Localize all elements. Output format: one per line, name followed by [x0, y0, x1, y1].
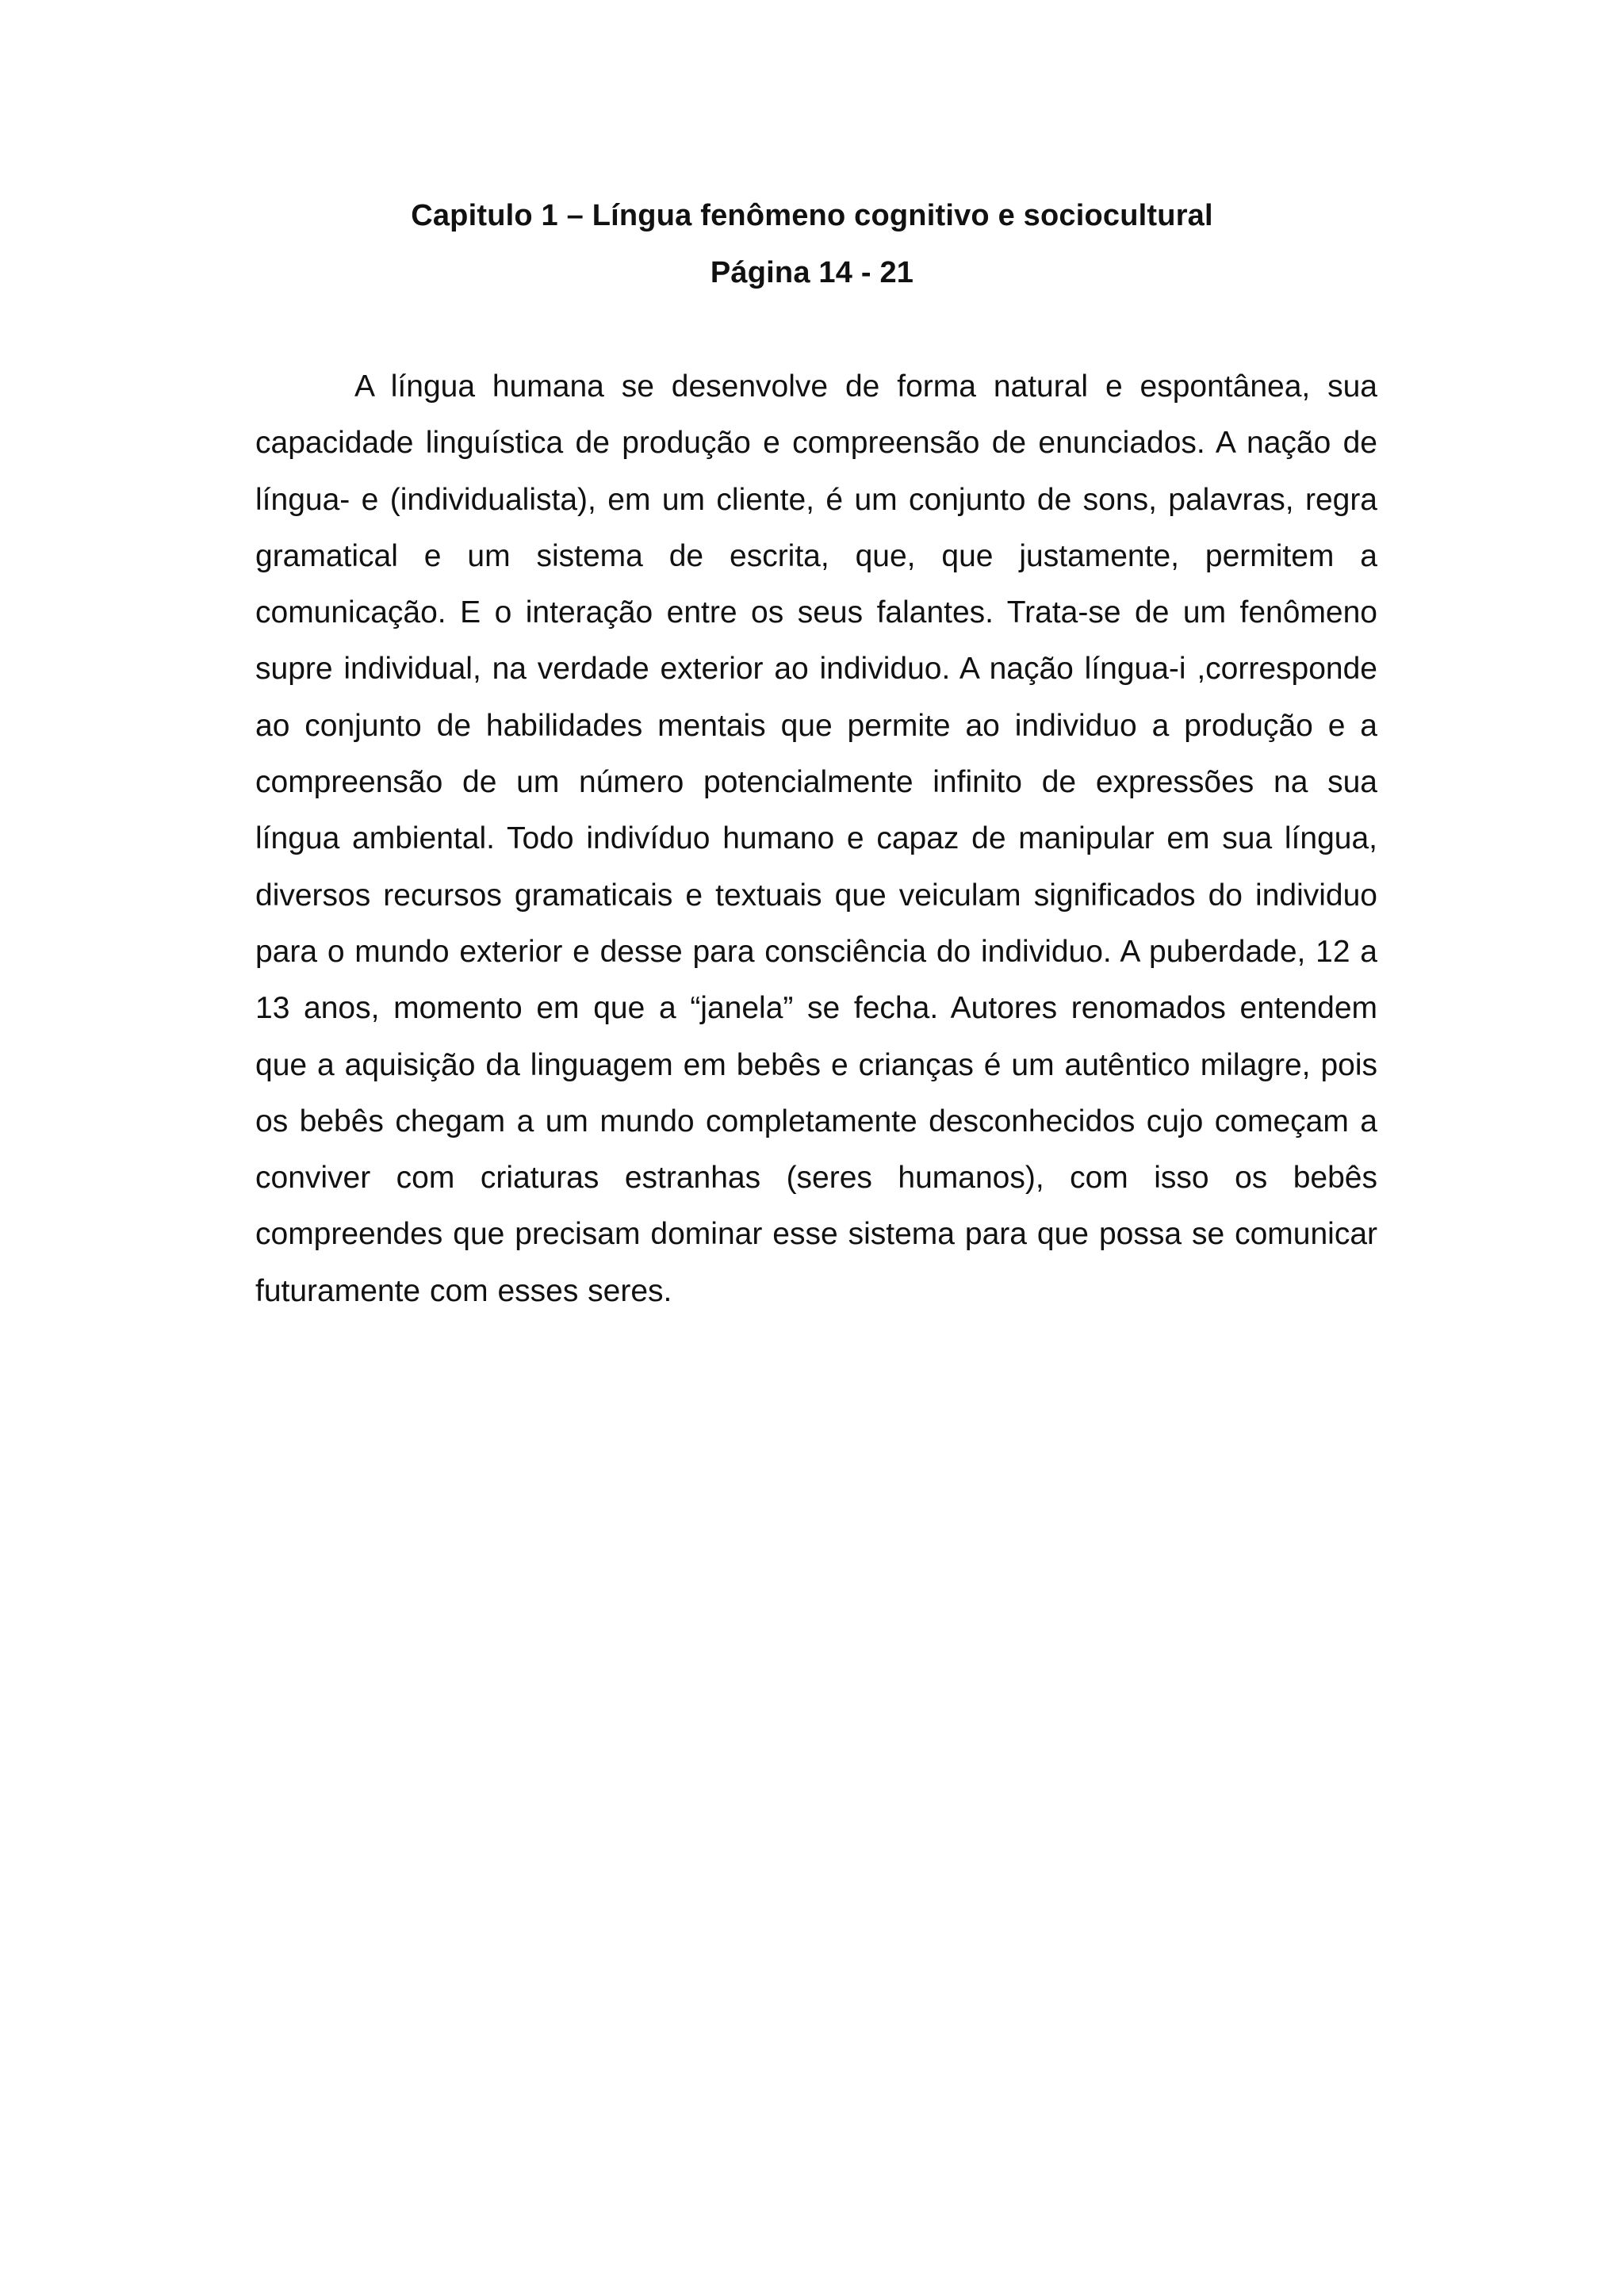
body-paragraph: A língua humana se desenvolve de forma natural e espontânea, sua capacidade linguística de produção e compreensão de enunciados. A nação de língua- e (individualista), em um cliente, é um conjunto de sons, palavras, regra gramatical e um sistema de escrita, que, que justamente, permitem a comunicação. E o interação entre os seus falantes. Trata-se de um fenômeno supre individual, na verdade exterior ao individuo. A nação língua-i ,corresponde ao conjunto de habilidades mentais que permite ao individuo a produção e a compreensão de um número potencialmente infinito de expressões na sua língua ambiental. Todo indivíduo humano e capaz de manipular em sua língua, diversos recursos gramaticais e textuais que veiculam significados do individuo para o mundo exterior e desse para consciência do individuo. A puberdade, 12 a 13 anos, momento em que a “janela” se fecha. Autores renomados entendem que a aquisição da linguagem em bebês e crianças é um autêntico milagre, pois os bebês chegam a um mundo completamente desconhecidos cujo começam a conviver com criaturas estranhas (seres humanos), com isso os bebês compreendes que precisam dominar esse sistema para que possa se comunicar futuramente com esses seres.	[255, 369, 1377, 1308]
document-header	[0, 187, 1624, 301]
chapter-title: Capitulo 1 – Língua fenômeno cognitivo e sociocultural	[411, 199, 1213, 232]
document-body	[255, 358, 1377, 1319]
page-range-subtitle: Página 14 - 21	[710, 256, 914, 289]
